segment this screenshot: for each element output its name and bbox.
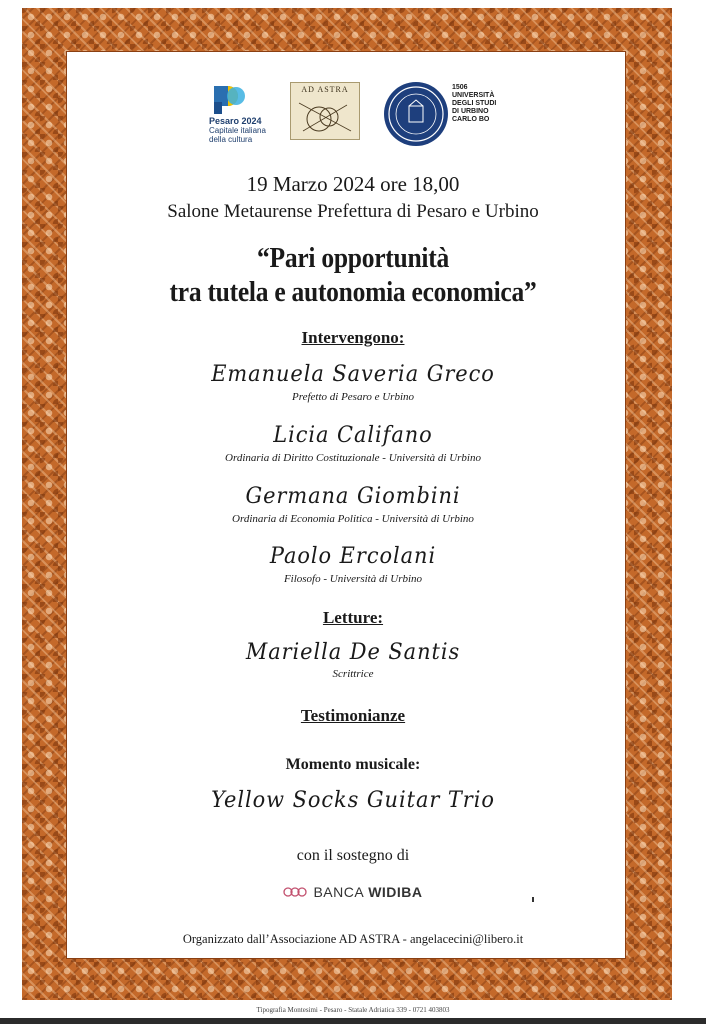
pesaro-logo-line2: Capitale italiana (209, 126, 266, 135)
widiba-flower-icon (283, 886, 309, 898)
printer-credit: Tipografia Montesimi - Pesaro - Statale Adriatica 339 - 0721 403803 (256, 1006, 450, 1014)
pesaro-2024-logo (208, 78, 278, 148)
pesaro-logo-line1: Pesaro 2024 (209, 116, 262, 126)
reader-name: Mariella De Santis (245, 640, 461, 665)
speaker-role: Ordinaria di Diritto Costituzionale - Università di Urbino (225, 452, 481, 464)
readings-heading: Letture: (322, 608, 384, 627)
event-date: 19 Marzo 2024 ore 18,00 (246, 172, 460, 196)
uniurb-line1: 1506 (452, 84, 468, 91)
music-heading: Momento musicale: (285, 756, 421, 773)
uniurb-line4: DI URBINO (452, 108, 489, 115)
pesaro-logo-icon (210, 80, 248, 116)
speaker-role: Ordinaria di Economia Politica - Università di Urbino (232, 513, 474, 525)
organizer-footer: Organizzato dall’Associazione AD ASTRA - angelacecini@libero.it (182, 932, 524, 946)
ad-astra-label: AD ASTRA (301, 85, 349, 94)
speaker-name: Paolo Ercolani (269, 544, 437, 569)
event-title-line2: tra tutela e autonomia economica” (169, 276, 537, 308)
stray-mark (532, 897, 534, 902)
speaker-name: Germana Giombini (245, 484, 461, 509)
uniurb-line5: CARLO BO (452, 116, 490, 123)
testimonianze-heading: Testimonianze (300, 706, 406, 725)
pesaro-logo-line3: della cultura (209, 135, 253, 144)
event-venue: Salone Metaurense Prefettura di Pesaro e Urbino (167, 201, 539, 222)
uniurb-seal-logo (384, 82, 448, 146)
bank-sponsor-logo (0, 884, 706, 903)
bank-name-prefix: BANCA (313, 884, 365, 900)
logo-row (0, 78, 706, 148)
bottom-bar (0, 1018, 706, 1024)
pesaro-logo-text (209, 117, 266, 144)
event-title-line1: “Pari opportunità (257, 242, 449, 274)
speaker-role: Prefetto di Pesaro e Urbino (292, 391, 414, 403)
uniurb-line3: DEGLI STUDI (452, 100, 497, 107)
university-seal-icon (384, 82, 448, 146)
astrolabe-icon (297, 97, 353, 137)
speakers-heading: Intervengono: (301, 328, 405, 347)
reader-role: Scrittrice (332, 668, 374, 680)
speaker-name: Emanuela Saveria Greco (211, 362, 495, 387)
support-text: con il sostegno di (296, 847, 410, 864)
uniurb-logo-text (452, 84, 496, 124)
ad-astra-logo (290, 82, 360, 140)
speaker-name: Licia Califano (273, 423, 433, 448)
uniurb-line2: UNIVERSITÀ (452, 92, 495, 99)
bank-name-suffix: WIDIBA (368, 884, 423, 900)
music-performer: Yellow Socks Guitar Trio (211, 788, 495, 813)
speaker-role: Filosofo - Università di Urbino (283, 573, 423, 585)
